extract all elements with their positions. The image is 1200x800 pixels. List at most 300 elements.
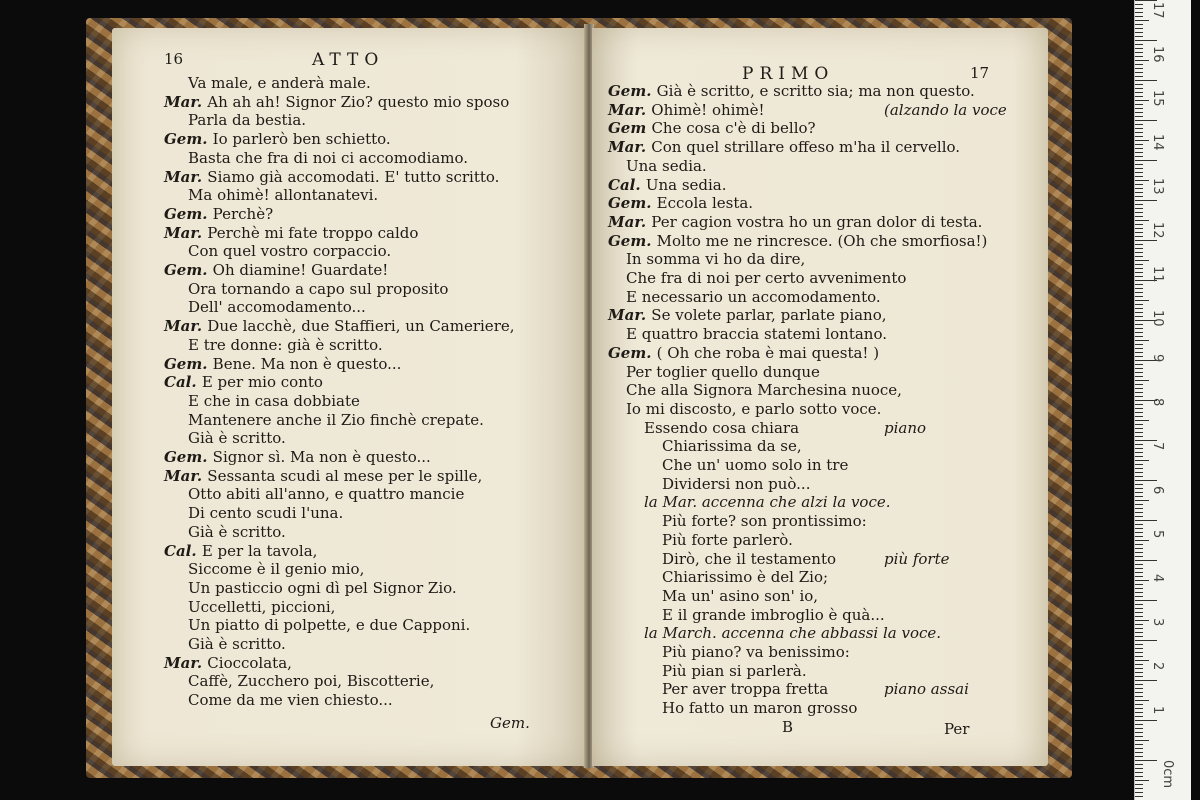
text-line: [188, 411, 484, 429]
speaker-label: Mar.: [164, 466, 208, 485]
ruler-tick: [1135, 544, 1143, 545]
ruler-number: 1: [1150, 706, 1165, 715]
ruler-tick: [1135, 200, 1157, 201]
ruler-tick: [1135, 732, 1143, 733]
text-line: [188, 485, 464, 503]
ruler-tick: [1135, 128, 1143, 129]
verse-text: Già è scritto.: [188, 635, 286, 653]
ruler-tick: [1135, 284, 1143, 285]
ruler-tick: [1135, 68, 1143, 69]
verse-text: Io mi discosto, e parlo sotto voce.: [626, 399, 882, 418]
ruler-tick: [1135, 788, 1143, 789]
verse-text: E che in casa dobbiate: [188, 391, 360, 410]
ruler-tick: [1135, 668, 1143, 669]
text-line: [188, 523, 286, 541]
verse-text: Una sedia.: [645, 175, 727, 194]
ruler-number: 7: [1150, 442, 1165, 451]
ruler-tick: [1135, 592, 1143, 593]
stage-direction: la March. accenna che abbassi la voce.: [644, 624, 942, 643]
ruler-tick: [1135, 644, 1143, 645]
text-line: [608, 82, 975, 100]
text-line: [188, 392, 360, 410]
ruler-tick: [1135, 524, 1143, 525]
verse-text: Eccola lesta.: [656, 194, 754, 213]
verse-text: In somma vi ho da dire,: [626, 250, 806, 269]
ruler-tick: [1135, 272, 1143, 273]
text-line: [626, 157, 707, 175]
margin-stage-note: piano: [884, 418, 927, 437]
ruler-tick: [1135, 432, 1143, 433]
verse-text: Otto abiti all'anno, e quattro mancie: [188, 485, 465, 504]
speaker-label: Mar.: [164, 223, 208, 242]
ruler-tick: [1135, 480, 1157, 481]
text-line: [164, 168, 499, 186]
text-line: [164, 261, 388, 279]
text-line: [626, 400, 881, 418]
verse-text: Chiarissimo è del Zio;: [662, 568, 829, 587]
ruler-tick: [1135, 328, 1143, 329]
text-line: [608, 119, 816, 137]
ruler-tick: [1135, 624, 1143, 625]
text-line: [662, 643, 850, 661]
ruler-tick: [1135, 84, 1143, 85]
text-line: [164, 542, 317, 560]
ruler-tick: [1135, 504, 1143, 505]
ruler-tick: [1135, 184, 1143, 185]
text-line: [662, 568, 828, 586]
ruler-tick: [1135, 388, 1143, 389]
verse-text: Mantenere anche il Zio finchè crepate.: [188, 410, 484, 429]
ruler-tick: [1135, 224, 1143, 225]
ruler-number: 11: [1150, 266, 1165, 283]
speaker-label: Gem.: [608, 82, 657, 100]
verse-text: E per la tavola,: [201, 541, 318, 560]
verse-text: Più piano? va benissimo:: [662, 643, 850, 661]
ruler-tick: [1135, 308, 1143, 309]
text-line: [608, 306, 887, 324]
ruler-tick: [1135, 0, 1157, 1]
ruler-tick: [1135, 164, 1143, 165]
ruler-tick: [1135, 384, 1143, 385]
right-page: [592, 28, 1048, 766]
ruler-tick: [1135, 416, 1143, 417]
verse-text: Siamo già accomodati. E' tutto scritto.: [207, 167, 500, 186]
ruler-tick: [1135, 392, 1143, 393]
ruler-tick: [1135, 460, 1149, 461]
ruler-tick: [1135, 124, 1143, 125]
verse-text: Ma ohimè! allontanatevi.: [188, 186, 379, 205]
text-line: [164, 448, 431, 466]
ruler-tick: [1135, 436, 1143, 437]
ruler-tick: [1135, 60, 1149, 61]
ruler-tick: [1135, 48, 1143, 49]
ruler-tick: [1135, 192, 1143, 193]
ruler-tick: [1135, 316, 1143, 317]
verse-text: ( Oh che roba è mai questa! ): [656, 343, 880, 362]
verse-text: Bene. Ma non è questo...: [212, 354, 402, 373]
ruler-tick: [1135, 580, 1149, 581]
verse-text: Se volete parlar, parlate piano,: [651, 306, 887, 325]
ruler-tick: [1135, 356, 1143, 357]
ruler-tick: [1135, 744, 1143, 745]
ruler-tick: [1135, 796, 1143, 797]
verse-text: Che un' uomo solo in tre: [662, 456, 849, 474]
text-line: [164, 467, 482, 485]
ruler-tick: [1135, 712, 1143, 713]
ruler-tick: [1135, 464, 1143, 465]
ruler-tick: [1135, 172, 1143, 173]
ruler-tick: [1135, 792, 1143, 793]
ruler-tick: [1135, 512, 1143, 513]
ruler-tick: [1135, 536, 1143, 537]
verse-text: Più pian si parlerà.: [662, 661, 807, 680]
text-line: [626, 381, 902, 399]
ruler-tick: [1135, 196, 1143, 197]
verse-text: Per toglier quello dunque: [626, 362, 820, 381]
ruler-number: 12: [1150, 222, 1165, 239]
ruler-number: 2: [1150, 662, 1165, 671]
ruler-tick: [1135, 136, 1143, 137]
ruler-tick: [1135, 260, 1149, 261]
ruler-tick: [1135, 96, 1143, 97]
text-line: [188, 429, 286, 447]
text-line: [164, 654, 292, 672]
text-line: [662, 437, 802, 455]
verse-text: Di cento scudi l'una.: [188, 504, 344, 523]
ruler-tick: [1135, 768, 1143, 769]
ruler-tick: [1135, 776, 1143, 777]
ruler-tick: [1135, 340, 1149, 341]
ruler-number: 10: [1150, 310, 1165, 327]
ruler-tick: [1135, 56, 1143, 57]
ruler-tick: [1135, 716, 1143, 717]
verse-text: Dirò, che il testamento: [662, 549, 837, 568]
ruler-tick: [1135, 756, 1143, 757]
text-line: [188, 560, 364, 578]
ruler-tick: [1135, 188, 1143, 189]
ruler-tick: [1135, 72, 1143, 73]
ruler-tick: [1135, 692, 1143, 693]
ruler-number: 13: [1150, 178, 1165, 195]
text-line: [164, 224, 418, 242]
verse-text: Già è scritto.: [188, 429, 286, 448]
text-line: [188, 598, 335, 616]
ruler-tick: [1135, 636, 1143, 637]
ruler-tick: [1135, 444, 1143, 445]
verse-text: Già è scritto.: [188, 522, 286, 541]
ruler-tick: [1135, 660, 1149, 661]
speaker-label: Mar.: [164, 92, 208, 111]
verse-text: Una sedia.: [626, 156, 707, 175]
ruler-tick: [1135, 24, 1143, 25]
verse-text: E tre donne: già è scritto.: [188, 335, 383, 354]
verse-text: Siccome è il genio mio,: [188, 560, 365, 579]
verse-text: Oh diamine! Guardate!: [212, 261, 389, 279]
ruler-tick: [1135, 372, 1143, 373]
verse-text: Più forte? son prontissimo:: [662, 512, 867, 531]
ruler-tick: [1135, 452, 1143, 453]
ruler-tick: [1135, 28, 1143, 29]
ruler-tick: [1135, 540, 1149, 541]
verse-text: Dell' accomodamento...: [188, 298, 366, 317]
verse-text: E necessario un accomodamento.: [626, 287, 881, 306]
text-line: [188, 336, 383, 354]
ruler-tick: [1135, 688, 1143, 689]
ruler-tick: [1135, 252, 1143, 253]
text-line: [608, 213, 982, 231]
verse-text: E il grande imbroglio è quà...: [662, 605, 885, 624]
ruler-tick: [1135, 600, 1157, 601]
verse-text: Sessanta scudi al mese per le spille,: [207, 466, 483, 485]
ruler-tick: [1135, 472, 1143, 473]
verse-text: Due lacchè, due Staffieri, un Cameriere,: [207, 317, 515, 336]
speaker-label: Cal.: [608, 175, 646, 194]
ruler-tick: [1135, 528, 1143, 529]
ruler-tick: [1135, 568, 1143, 569]
speaker-label: Cal.: [164, 541, 202, 560]
ruler-tick: [1135, 428, 1143, 429]
ruler-tick: [1135, 204, 1143, 205]
ruler-tick: [1135, 144, 1143, 145]
ruler-tick: [1135, 532, 1143, 533]
verse-text: Basta che fra di noi ci accomodiamo.: [188, 148, 469, 167]
verse-text: Ho fatto un maron grosso: [662, 699, 858, 718]
ruler-tick: [1135, 740, 1149, 741]
ruler-tick: [1135, 180, 1149, 181]
ruler-tick: [1135, 64, 1143, 65]
ruler-tick: [1135, 500, 1149, 501]
speaker-label: Cal.: [164, 373, 202, 392]
verse-text: Un piatto di polpette, e due Capponi.: [188, 616, 471, 635]
text-line: [188, 111, 306, 129]
ruler-tick: [1135, 468, 1143, 469]
ruler-tick: [1135, 728, 1143, 729]
text-line: [662, 550, 836, 568]
ruler-tick: [1135, 664, 1143, 665]
stage-direction: la Mar. accenna che alzi la voce.: [644, 493, 891, 512]
ruler-tick: [1135, 404, 1143, 405]
verse-text: Già è scritto, e scritto sia; ma non questo.: [656, 82, 975, 100]
text-line: [626, 363, 820, 381]
text-line: [644, 419, 799, 437]
text-line: [188, 242, 391, 260]
text-line: [188, 579, 457, 597]
ruler-tick: [1135, 616, 1143, 617]
text-line: [644, 624, 941, 642]
ruler-tick: [1135, 492, 1143, 493]
ruler-tick: [1135, 604, 1143, 605]
ruler-tick: [1135, 684, 1143, 685]
verse-text: Molto me ne rincresce. (Oh che smorfiosa!): [656, 231, 988, 250]
ruler-tick: [1135, 496, 1143, 497]
ruler-number: 14: [1150, 134, 1165, 151]
ruler-number: 8: [1150, 398, 1165, 407]
signature-mark: B: [782, 718, 794, 736]
ruler-tick: [1135, 552, 1143, 553]
ruler-tick: [1135, 376, 1143, 377]
verse-text: Va male, e anderà male.: [188, 74, 371, 92]
speaker-label: Gem.: [164, 130, 213, 149]
margin-stage-note: (alzando la voce: [884, 100, 1007, 119]
verse-text: E quattro braccia statemi lontano.: [626, 325, 887, 344]
speaker-label: Gem.: [164, 354, 213, 373]
ruler-tick: [1135, 236, 1143, 237]
ruler-tick: [1135, 784, 1143, 785]
ruler-tick: [1135, 696, 1143, 697]
ruler-tick: [1135, 380, 1149, 381]
ruler-number: 17: [1150, 2, 1165, 19]
ruler-number: 9: [1150, 354, 1165, 363]
text-line: [164, 205, 273, 223]
text-line: [608, 344, 879, 362]
margin-stage-note: più forte: [884, 549, 950, 568]
ruler-tick: [1135, 76, 1143, 77]
text-line: [608, 138, 960, 156]
verse-text: Dividersi non può...: [662, 474, 811, 493]
verse-text: Perchè mi fate troppo caldo: [207, 223, 419, 242]
verse-text: Con quel strillare offeso m'ha il cervello.: [651, 138, 961, 157]
ruler-tick: [1135, 352, 1143, 353]
margin-stage-note: piano assai: [884, 680, 969, 699]
text-line: [188, 149, 468, 167]
ruler-tick: [1135, 168, 1143, 169]
ruler-tick: [1135, 276, 1143, 277]
verse-text: Che cosa c'è di bello?: [651, 119, 816, 138]
text-line: [662, 662, 807, 680]
verse-text: Ohimè! ohimè!: [651, 100, 765, 119]
ruler-tick: [1135, 152, 1143, 153]
speaker-label: Gem.: [164, 204, 213, 223]
ruler-tick: [1135, 652, 1143, 653]
ruler-tick: [1135, 760, 1157, 761]
speaker-label: Gem: [608, 119, 652, 138]
ruler-tick: [1135, 420, 1149, 421]
ruler-number: 6: [1150, 486, 1165, 495]
text-line: [188, 691, 393, 709]
ruler-tick: [1135, 288, 1143, 289]
verse-text: Che alla Signora Marchesina nuoce,: [626, 381, 902, 400]
verse-text: Ma un' asino son' io,: [662, 586, 819, 605]
text-line: [164, 93, 509, 111]
ruler-tick: [1135, 248, 1143, 249]
ruler-tick: [1135, 588, 1143, 589]
ruler-number: 16: [1150, 46, 1165, 63]
text-line: [188, 616, 470, 634]
text-line: [662, 606, 885, 624]
ruler-tick: [1135, 32, 1143, 33]
right-page-number: 17: [970, 64, 990, 82]
verse-text: Chiarissima da se,: [662, 437, 802, 456]
ruler-tick: [1135, 208, 1143, 209]
ruler-tick: [1135, 572, 1143, 573]
ruler-tick: [1135, 408, 1143, 409]
text-line: [188, 280, 448, 298]
verse-text: Che fra di noi per certo avvenimento: [626, 269, 907, 287]
ruler-tick: [1135, 116, 1143, 117]
verse-text: Come da me vien chiesto...: [188, 691, 393, 710]
speaker-label: Gem.: [608, 231, 657, 250]
ruler-tick: [1135, 20, 1149, 21]
ruler-tick: [1135, 292, 1143, 293]
ruler-tick: [1135, 8, 1143, 9]
ruler-number: 3: [1150, 618, 1165, 627]
text-line: [608, 194, 753, 212]
verse-text: Perchè?: [212, 204, 274, 223]
verse-text: Parla da bestia.: [188, 111, 307, 130]
text-line: [662, 680, 828, 698]
ruler-tick: [1135, 424, 1143, 425]
text-line: [662, 699, 857, 717]
ruler-tick: [1135, 304, 1143, 305]
ruler-tick: [1135, 40, 1157, 41]
ruler-tick: [1135, 612, 1143, 613]
ruler-tick: [1135, 456, 1143, 457]
text-line: [662, 512, 867, 530]
verse-text: Con quel vostro corpaccio.: [188, 242, 392, 261]
ruler-number: 15: [1150, 90, 1165, 107]
ruler-tick: [1135, 720, 1157, 721]
verse-text: Ora tornando a capo sul proposito: [188, 279, 449, 298]
text-line: [164, 373, 323, 391]
verse-text: Più forte parlerò.: [662, 530, 793, 549]
ruler-tick: [1135, 300, 1149, 301]
ruler-tick: [1135, 396, 1143, 397]
ruler-tick: [1135, 148, 1143, 149]
ruler-tick: [1135, 548, 1143, 549]
ruler-tick: [1135, 520, 1157, 521]
ruler-number: 4: [1150, 574, 1165, 583]
ruler-tick: [1135, 140, 1149, 141]
ruler-tick: [1135, 672, 1143, 673]
speaker-label: Gem.: [608, 343, 657, 362]
ruler-tick: [1135, 448, 1143, 449]
ruler-tick: [1135, 216, 1143, 217]
ruler-tick: [1135, 240, 1157, 241]
ruler-tick: [1135, 764, 1143, 765]
ruler-tick: [1135, 704, 1143, 705]
ruler-tick: [1135, 724, 1143, 725]
text-line: [188, 635, 286, 653]
speaker-label: Mar.: [164, 653, 208, 672]
speaker-label: Gem.: [608, 194, 657, 213]
verse-text: E per mio conto: [201, 373, 323, 392]
ruler-tick: [1135, 132, 1143, 133]
speaker-label: Gem.: [164, 261, 213, 279]
text-line: [164, 355, 401, 373]
text-line: [608, 176, 727, 194]
ruler-tick: [1135, 332, 1143, 333]
ruler-tick: [1135, 632, 1143, 633]
ruler-tick: [1135, 628, 1143, 629]
ruler-tick: [1135, 108, 1143, 109]
speaker-label: Mar.: [164, 167, 208, 186]
text-line: [626, 250, 805, 268]
left-page: [112, 28, 586, 766]
verse-text: Essendo cosa chiara: [644, 418, 800, 437]
speaker-label: Gem.: [164, 448, 213, 466]
ruler-tick: [1135, 620, 1149, 621]
ruler-tick: [1135, 736, 1143, 737]
ruler-tick: [1135, 268, 1143, 269]
speaker-label: Mar.: [608, 306, 652, 325]
measurement-ruler: [1134, 0, 1191, 800]
ruler-tick: [1135, 576, 1143, 577]
ruler-tick: [1135, 516, 1143, 517]
verse-text: Io parlerò ben schietto.: [212, 130, 391, 149]
text-line: [188, 504, 343, 522]
text-line: [188, 186, 378, 204]
ruler-tick: [1135, 640, 1157, 641]
